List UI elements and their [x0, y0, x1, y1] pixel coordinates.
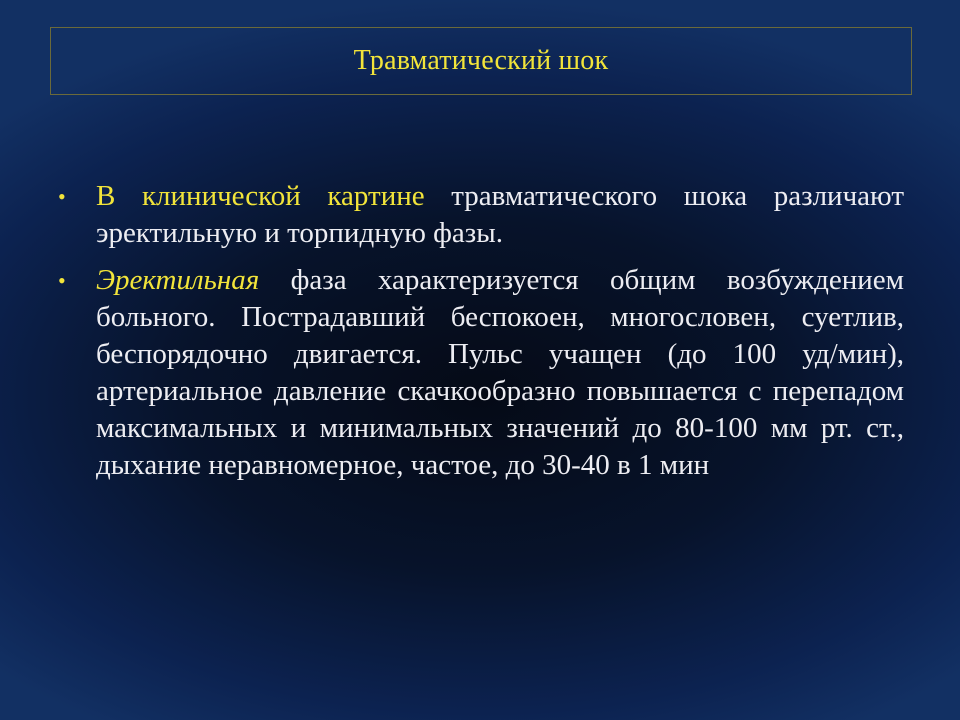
bullet-item-2: [58, 262, 904, 484]
title-box: [50, 27, 912, 95]
bullet-dot-icon: •: [58, 184, 66, 209]
bullet-1-highlight: В клинической картине: [96, 180, 425, 212]
slide-content: [58, 178, 904, 494]
bullet-1-text: травматического шока различают эректильную и торпидную фазы.: [96, 180, 904, 249]
bullet-item-1: [58, 178, 904, 252]
slide-title: Травматический шок: [353, 45, 609, 76]
bullet-dot-icon: •: [58, 268, 66, 293]
bullet-2-highlight: Эректильная: [96, 264, 260, 296]
bullet-2-text: фаза характеризуется общим возбуждением больного. Пострадавший беспокоен, многословен, суетлив, беспорядочно двигается. Пульс учащен (до 100 уд/мин), артериальное давление скачкообразно повышается с перепадом максимальных и минимальных значений до 80-100 мм рт. ст., дыхание неравномерное, частое, до 30-40 в 1 мин: [96, 264, 904, 481]
